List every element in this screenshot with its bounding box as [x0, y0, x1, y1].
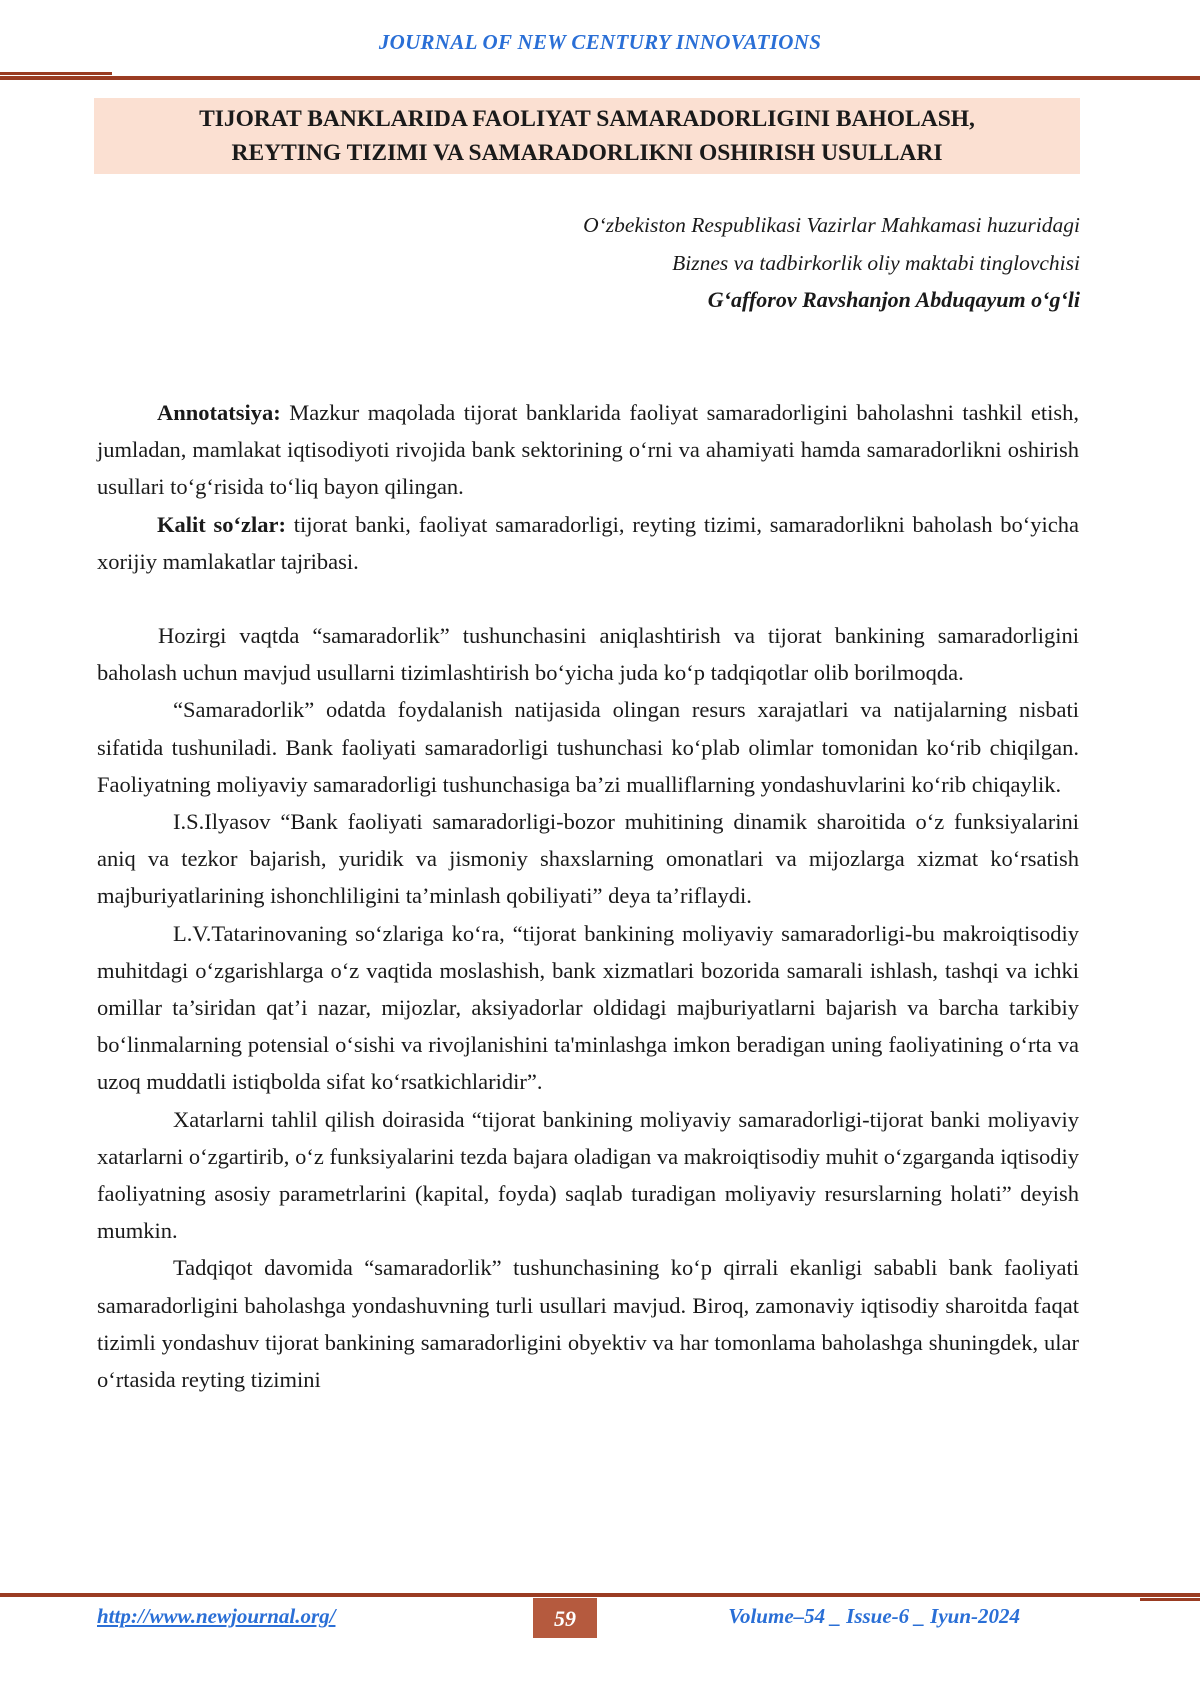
body-paragraph: Tadqiqot davomida “samaradorlik” tushunchasining ko‘p qirrali ekanligi sababli bank faoliyati samaradorligini baholashga yondashuvning turli usullari mavjud. Biroq, zamonaviy iqtisodiy sharoitda faqat tizimli yondashuv tijorat bankining samaradorligini obyektiv va har tomonlama baholashga shuningdek, ular o‘rtasida reyting tizimini	[97, 1255, 1079, 1393]
keywords-paragraph	[97, 506, 1079, 580]
author-name: G‘afforov Ravshanjon Abduqayum o‘g‘li	[707, 287, 1080, 312]
journal-url-link[interactable]: http://www.newjournal.org/	[97, 1604, 336, 1628]
article-title-line-2: REYTING TIZIMI VA SAMARADORLIKNI OSHIRISH USULLARI	[231, 140, 943, 166]
body-paragraph: Hozirgi vaqtda “samaradorlik” tushunchasini aniqlashtirish va tijorat bankining samaradorligini baholash uchun mavjud usullarni tizimlashtirish bo‘yicha juda ko‘p tadqiqotlar olib borilmoqda.	[97, 623, 1079, 686]
journal-title: JOURNAL OF NEW CENTURY INNOVATIONS	[378, 30, 822, 54]
affiliation-line-1: O‘zbekiston Respublikasi Vazirlar Mahkamasi huzuridagi	[583, 213, 1080, 237]
footer-rule	[0, 1593, 1200, 1597]
article-title-line-1: TIJORAT BANKLARIDA FAOLIYAT SAMARADORLIGINI BAHOLASH,	[199, 106, 975, 132]
abstract-text: Mazkur maqolada tijorat banklarida faoliyat samaradorligini baholashni tashkil etish, jumladan, mamlakat iqtisodiyoti rivojida bank sektorining o‘rni va ahamiyati hamda samaradorlikni oshirish usullari to‘g‘risida to‘liq bayon qilingan.	[97, 400, 1079, 500]
body-paragraph: I.S.Ilyasov “Bank faoliyati samaradorligi-bozor muhitining dinamik sharoitida o‘z funksiyalarini aniq va tezkor bajarish, yuridik va jismoniy shaxslarning omonatlari va mijozlarga xizmat ko‘rsatish majburiyatlarining ishonchliligini ta’minlash qobiliyati” deya ta’riflaydi.	[97, 809, 1079, 909]
volume-info: Volume–54 _ Issue-6 _ Iyun-2024	[728, 1604, 1020, 1628]
article-title-box	[94, 98, 1080, 174]
keywords-label: Kalit so‘zlar:	[157, 511, 286, 537]
body-paragraph: Xatarlarni tahlil qilish doirasida “tijorat bankining moliyaviy samaradorligi-tijorat banki moliyaviy xatarlarni o‘zgartirib, o‘z funksiyalarini tezda bajara oladigan va makroiqtisodiy muhit o‘zgarganda iqtisodiy faoliyatning asosiy parametrlarini (kapital, foyda) saqlab turadigan moliyaviy resurslarning holati” deyish mumkin.	[97, 1106, 1079, 1244]
header-rule-accent	[0, 72, 112, 75]
body-paragraph: “Samaradorlik” odatda foydalanish natijasida olingan resurs xarajatlari va natijalarning nisbati sifatida tushuniladi. Bank faoliyati samaradorligi tushunchasi ko‘plab olimlar tomonidan ko‘rib chiqilgan. Faoliyatning moliyaviy samaradorligi tushunchasiga ba’zi mualliflarning yondashuvlarini ko‘rib chiqaylik.	[97, 697, 1079, 797]
section-spacer	[97, 580, 1079, 617]
abstract-label: Annotatsiya:	[157, 400, 281, 425]
affiliation-line-2: Biznes va tadbirkorlik oliy maktabi tinglovchisi	[672, 251, 1080, 275]
article-body	[97, 394, 1079, 1398]
page-number: 59	[533, 1598, 597, 1638]
footer-rule-accent	[1140, 1598, 1200, 1601]
header-rule	[0, 76, 1200, 80]
keywords-text: tijorat banki, faoliyat samaradorligi, reyting tizimi, samaradorlikni baholash bo‘yicha xorijiy mamlakatlar tajribasi.	[97, 511, 1079, 574]
abstract-paragraph	[97, 394, 1079, 506]
body-paragraph: L.V.Tatarinovaning so‘zlariga ko‘ra, “tijorat bankining moliyaviy samaradorligi-bu makroiqtisodiy muhitdagi o‘zgarishlarga o‘z vaqtida moslashish, bank xizmatlari bozorida samarali ishlash, tashqi va ichki omillar ta’siridan qat’i nazar, mijozlar, aksiyadorlar oldidagi majburiyatlarni bajarish va barcha tarkibiy bo‘linmalarning potensial o‘sishi va rivojlanishini ta'minlashga imkon beradigan uning faoliyatining o‘rta va uzoq muddatli istiqbolda sifat ko‘rsatkichlaridir”.	[97, 920, 1079, 1095]
